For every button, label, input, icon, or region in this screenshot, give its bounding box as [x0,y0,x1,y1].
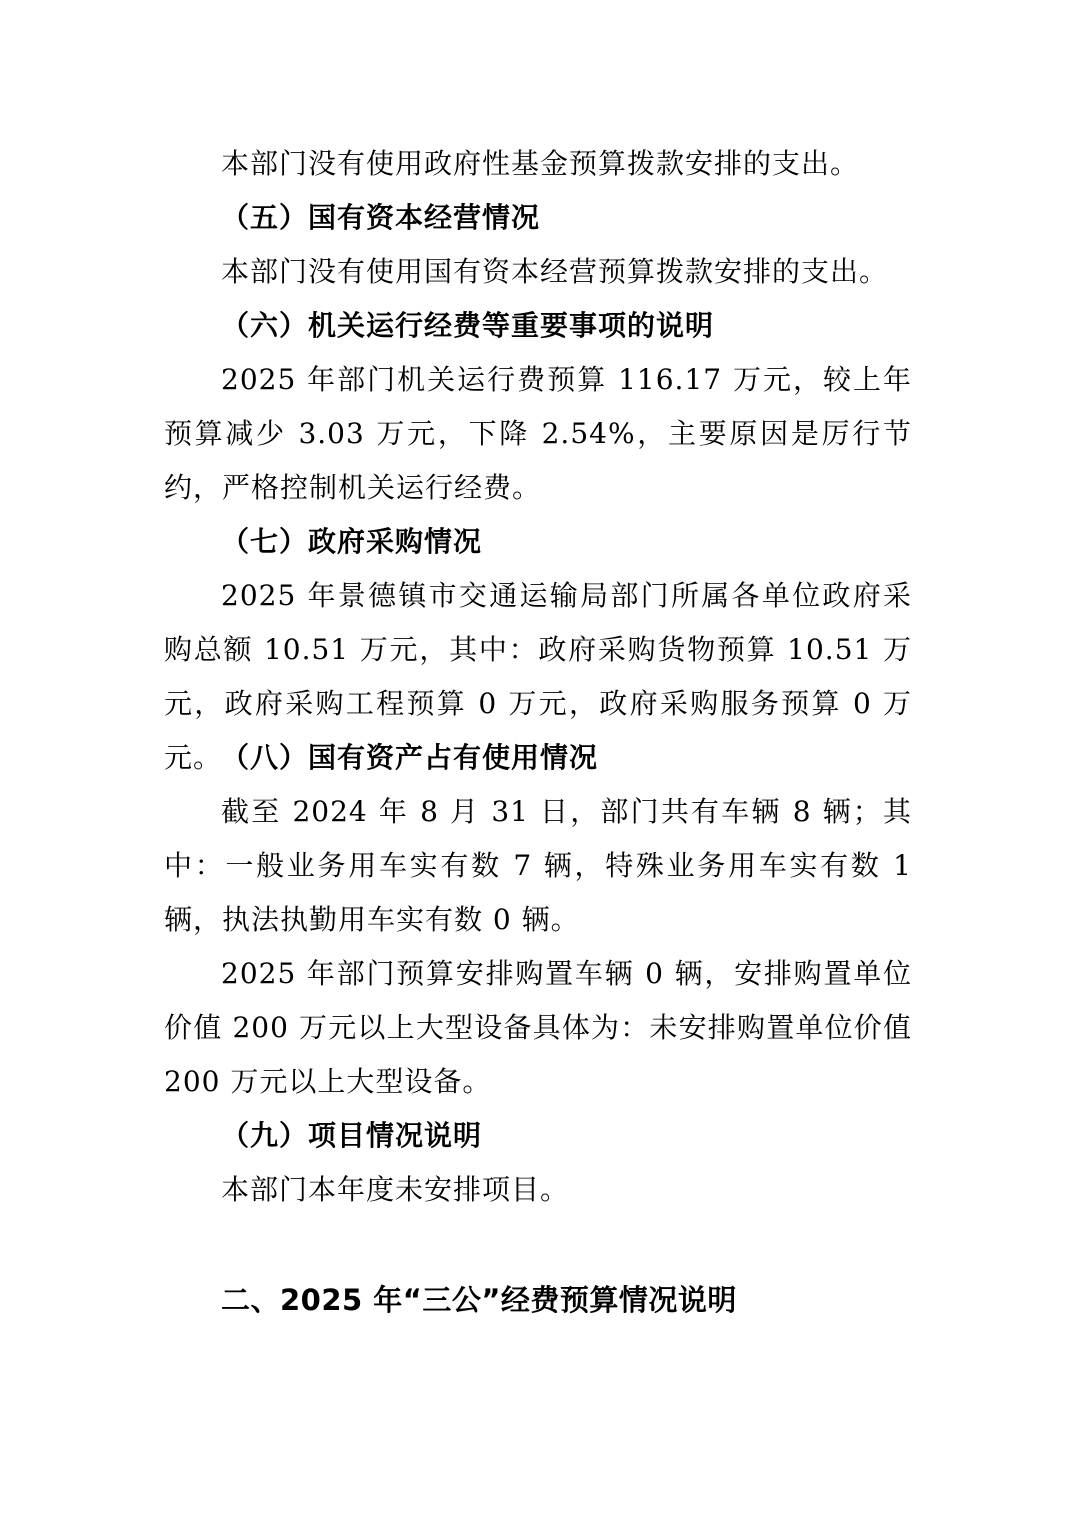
paragraph-gov-fund: 本部门没有使用政府性基金预算拨款安排的支出。 [221,147,860,180]
paragraph-state-capital: 本部门没有使用国有资本经营预算拨款安排的支出。 [221,255,889,288]
heading-projects: （九）项目情况说明 [221,1119,483,1152]
heading-state-capital: （五）国有资本经营情况 [221,201,541,234]
heading-operating-expenses: （六）机关运行经费等重要事项的说明 [221,309,715,342]
paragraph-vehicles: 截至 2024 年 8 月 31 日，部门共有车辆 8 辆；其中：一般业务用车实有数 7 辆，特殊业务用车实有数 1 辆，执法执勤用车实有数 0 辆。 [164,795,912,936]
paragraph-projects: 本部门本年度未安排项目。 [221,1173,570,1206]
paragraph-procurement: 2025 年景德镇市交通运输局部门所属各单位政府采购总额 10.51 万元，其中：政府采购货物预算 10.51 万元，政府采购工程预算 0 万元，政府采购服务预算 0 万元。 [164,579,912,774]
paragraph-equipment: 2025 年部门预算安排购置车辆 0 辆，安排购置单位价值 200 万元以上大型设备具体为：未安排购置单位价值 200 万元以上大型设备。 [164,957,912,1098]
heading-state-assets: （八）国有资产占有使用情况 [221,741,599,774]
heading-procurement: （七）政府采购情况 [221,525,483,558]
paragraph-operating-expenses: 2025 年部门机关运行费预算 116.17 万元，较上年预算减少 3.03 万元，下降 2.54%，主要原因是厉行节约，严格控制机关运行经费。 [164,363,912,504]
section-title-three-public: 二、2025 年“三公”经费预算情况说明 [221,1283,737,1317]
